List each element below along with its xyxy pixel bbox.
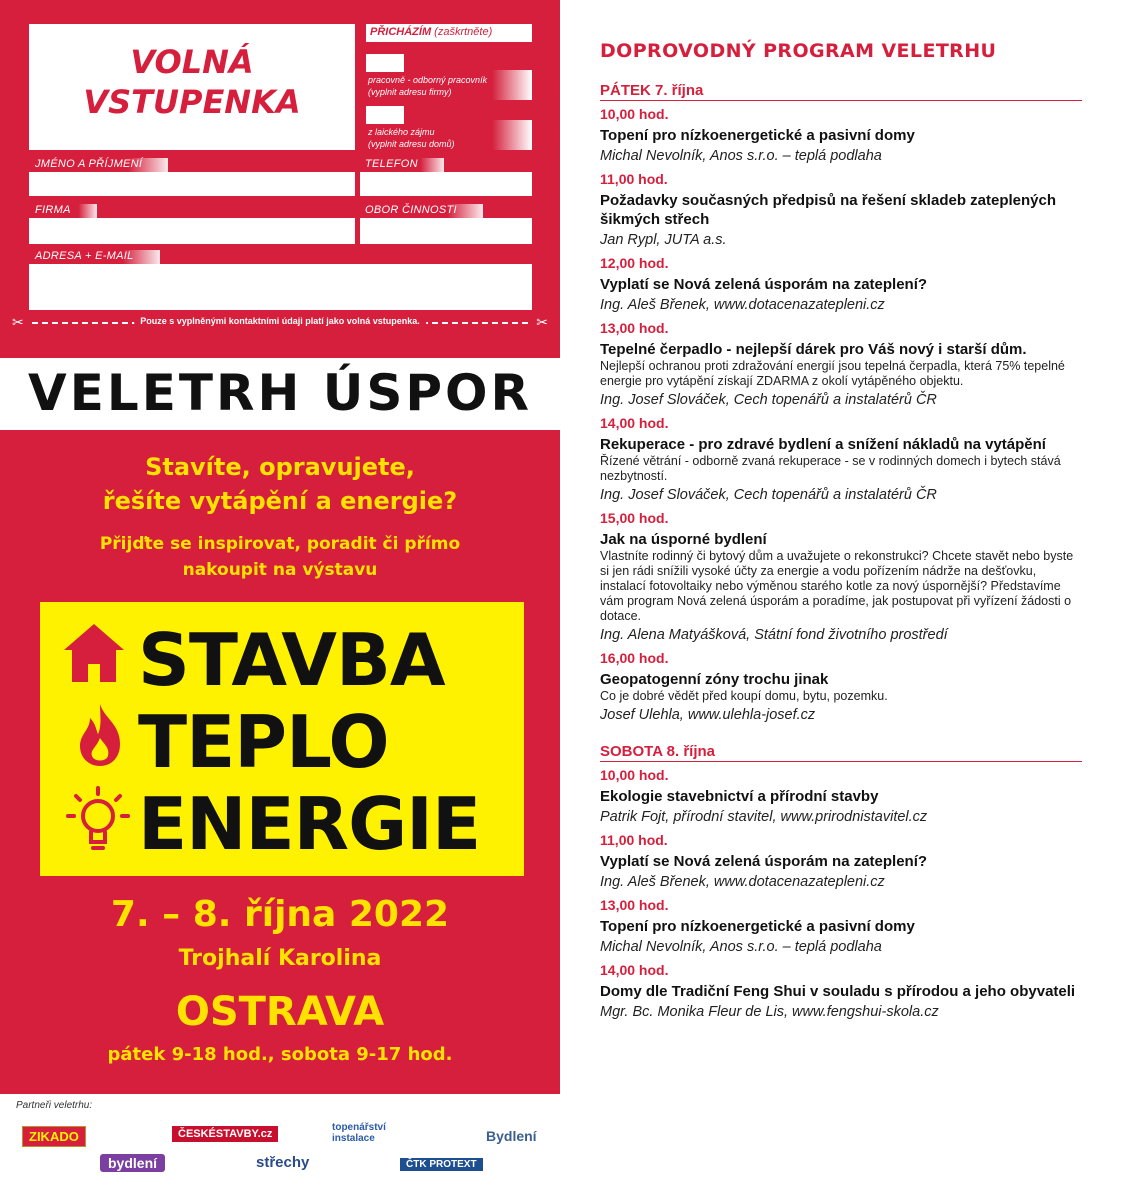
talk-speaker: Jan Rypl, JUTA a.s. (600, 232, 727, 248)
option-professional-line2: (vyplnit adresu firmy) (368, 87, 452, 97)
promo-question-line2: řešíte vytápění a energie? (102, 487, 458, 515)
activity-field-label: OBOR ČINNOSTI (365, 204, 483, 218)
talk-speaker: Mgr. Bc. Monika Fleur de Lis, www.fengshui-skola.cz (600, 1004, 939, 1020)
talk-speaker: Ing. Josef Slováček, Cech topenářů a instalatérů ČR (600, 392, 937, 408)
talk-speaker: Ing. Aleš Břenek, www.dotacenazatepleni.cz (600, 297, 885, 313)
event-logo-box (40, 602, 524, 876)
option-layman-label (368, 126, 455, 150)
day-header: PÁTEK 7. října (600, 82, 1082, 101)
talk-speaker: Ing. Alena Matyášková, Státní fond životního prostředí (600, 627, 948, 643)
event-word-energie: ENERGIE (138, 782, 481, 866)
partner-logo-bydleni-mezi-panely: bydlení (100, 1154, 165, 1172)
checkin-header-note: (zaškrtněte) (434, 26, 493, 38)
program-item (600, 895, 1082, 957)
talk-speaker: Josef Ulehla, www.ulehla-josef.cz (600, 707, 816, 723)
talk-time: 13,00 hod. (600, 897, 669, 913)
ticket-title-line2: VSTUPENKA (83, 83, 301, 121)
ticket-title-box (29, 24, 355, 150)
address-email-field[interactable] (29, 264, 532, 310)
talk-title: Geopatogenní zóny trochu jinak (600, 671, 829, 688)
promo-panel (0, 430, 560, 1094)
lightbulb-icon (62, 782, 134, 862)
talk-title: Ekologie stavebnictví a přírodní stavby (600, 788, 879, 805)
program-item (600, 253, 1082, 315)
event-dates: 7. – 8. října 2022 (110, 894, 450, 935)
checkin-header-label: PŘICHÁZÍM (370, 26, 432, 38)
program-item (600, 830, 1082, 892)
talk-title: Tepelné čerpadlo - nejlepší dárek pro Váš nový i starší dům. (600, 341, 1027, 358)
talk-title: Vyplatí se Nová zelená úsporám na zateplení? (600, 276, 928, 293)
talk-title: Požadavky současných předpisů na řešení skladeb zateplených šikmých střech (600, 192, 1057, 228)
talk-time: 10,00 hod. (600, 767, 669, 783)
event-venue: Trojhalí Karolina (178, 946, 382, 971)
flame-icon (76, 702, 124, 768)
talk-time: 11,00 hod. (600, 171, 668, 187)
partner-logo-ctk-protext: ČTK PROTEXT (400, 1158, 483, 1171)
free-ticket-form (0, 0, 560, 358)
event-word-stavba: STAVBA (138, 618, 445, 702)
program-item (600, 508, 1082, 645)
house-icon (60, 620, 128, 686)
talk-speaker: Michal Nevolník, Anos s.r.o. – teplá podlaha (600, 148, 882, 164)
partner-logo-strechy: střechy (256, 1154, 310, 1171)
program-item (600, 960, 1082, 1022)
event-hours: pátek 9-18 hod., sobota 9-17 hod. (107, 1044, 453, 1065)
checkbox-layman[interactable] (366, 106, 404, 124)
ticket-title-line1: VOLNÁ (130, 43, 254, 81)
talk-description: Vlastníte rodinný či bytový dům a uvažujete o rekonstrukci? Chcete stavět nebo byste si jen rádi snížili vysoké účty za energie a vodu pořízením nádrže na dešťovku, instalací fotovoltaiky nebo výměnou starého kotle za nový úspornější? Představíme vám program Nová zelená úsporám a poradíme, jak postupovat při vyřízení žádosti o dotace. (600, 549, 1074, 623)
talk-title: Domy dle Tradiční Feng Shui v souladu s přírodou a jeho obyvateli (600, 983, 1076, 1000)
program-days (600, 82, 1082, 1022)
fair-headline: VELETRH ÚSPOR (28, 364, 532, 422)
partners-label: Partneři veletrhu: (16, 1100, 93, 1111)
name-field[interactable] (29, 172, 355, 196)
phone-field[interactable] (360, 172, 532, 196)
talk-title: Rekuperace - pro zdravé bydlení a snížení nákladů na vytápění (600, 436, 1046, 453)
talk-title: Jak na úsporné bydlení (600, 531, 767, 548)
option-professional-label (368, 74, 487, 98)
talk-speaker: Ing. Aleš Břenek, www.dotacenazatepleni.cz (600, 874, 885, 890)
activity-field[interactable] (360, 218, 532, 244)
fade-decoration (492, 120, 532, 150)
phone-field-label: TELEFON (365, 158, 444, 172)
name-field-label: JMÉNO A PŘÍJMENÍ (35, 158, 168, 172)
talk-time: 14,00 hod. (600, 415, 669, 431)
option-layman-line2: (vyplnit adresu domů) (368, 139, 455, 149)
program-item (600, 413, 1082, 505)
promo-invite-line1: Přijďte se inspirovat, poradit či přímo (99, 534, 461, 554)
program-item (600, 648, 1082, 725)
program-title: DOPROVODNÝ PROGRAM VELETRHU (600, 40, 997, 62)
talk-time: 13,00 hod. (600, 320, 669, 336)
talk-title: Vyplatí se Nová zelená úsporám na zateplení? (600, 853, 928, 870)
company-field-label: FIRMA (35, 204, 97, 218)
partner-logo-bydleni: Bydlení (486, 1128, 537, 1144)
cut-line (12, 316, 548, 330)
program-item (600, 169, 1082, 250)
talk-time: 12,00 hod. (600, 255, 669, 271)
day-header: SOBOTA 8. října (600, 743, 1082, 762)
talk-description: Nejlepší ochranou proti zdražování energií jsou tepelná čerpadla, která 75% tepelné energie pro vytápění získají ZDARMA z okolí vytápěného objektu. (600, 359, 1065, 388)
talk-time: 15,00 hod. (600, 510, 669, 526)
company-field[interactable] (29, 218, 355, 244)
program-item (600, 104, 1082, 166)
talk-speaker: Ing. Josef Slováček, Cech topenářů a instalatérů ČR (600, 487, 937, 503)
promo-question-line1: Stavíte, opravujete, (145, 453, 415, 481)
checkbox-professional[interactable] (366, 54, 404, 72)
option-layman-line1: z laického zájmu (368, 127, 435, 137)
talk-title: Topení pro nízkoenergetické a pasivní domy (600, 127, 915, 144)
talk-description: Řízené větrání - odborně zvaná rekuperace - se v rodinných domech i bytech stává nezbytností. (600, 454, 1061, 483)
checkin-header (366, 24, 532, 42)
program-day (600, 82, 1082, 725)
talk-speaker: Michal Nevolník, Anos s.r.o. – teplá podlaha (600, 939, 882, 955)
partner-logo-zikado: ZIKADO (22, 1126, 86, 1147)
scissors-icon: ✂ (536, 314, 548, 330)
address-field-label: ADRESA + E-MAIL (35, 250, 160, 264)
talk-time: 16,00 hod. (600, 650, 669, 666)
option-professional-line1: pracovně - odborný pracovník (368, 75, 488, 85)
program-day (600, 743, 1082, 1022)
partner-logo-ceskestavby: ČESKÉSTAVBY.cz (172, 1126, 278, 1142)
talk-speaker: Patrik Fojt, přírodní stavitel, www.prirodnistavitel.cz (600, 809, 928, 825)
promo-invite-line2: nakoupit na výstavu (182, 560, 378, 580)
event-word-teplo: TEPLO (138, 700, 389, 784)
fade-decoration (492, 70, 532, 100)
talk-time: 10,00 hod. (600, 106, 669, 122)
scissors-icon: ✂ (12, 314, 24, 330)
program-item (600, 765, 1082, 827)
talk-time: 14,00 hod. (600, 962, 669, 978)
partner-logo-topenarstvi: topenářství instalace (332, 1122, 386, 1144)
cut-note: Pouze s vyplněnými kontaktními údaji platí jako volná vstupenka. (134, 316, 426, 326)
talk-title: Topení pro nízkoenergetické a pasivní domy (600, 918, 915, 935)
program-item (600, 318, 1082, 410)
event-city: OSTRAVA (175, 989, 385, 1035)
talk-time: 11,00 hod. (600, 832, 668, 848)
side-program (600, 40, 1082, 1022)
talk-description: Co je dobré vědět před koupí domu, bytu, pozemku. (600, 689, 888, 703)
